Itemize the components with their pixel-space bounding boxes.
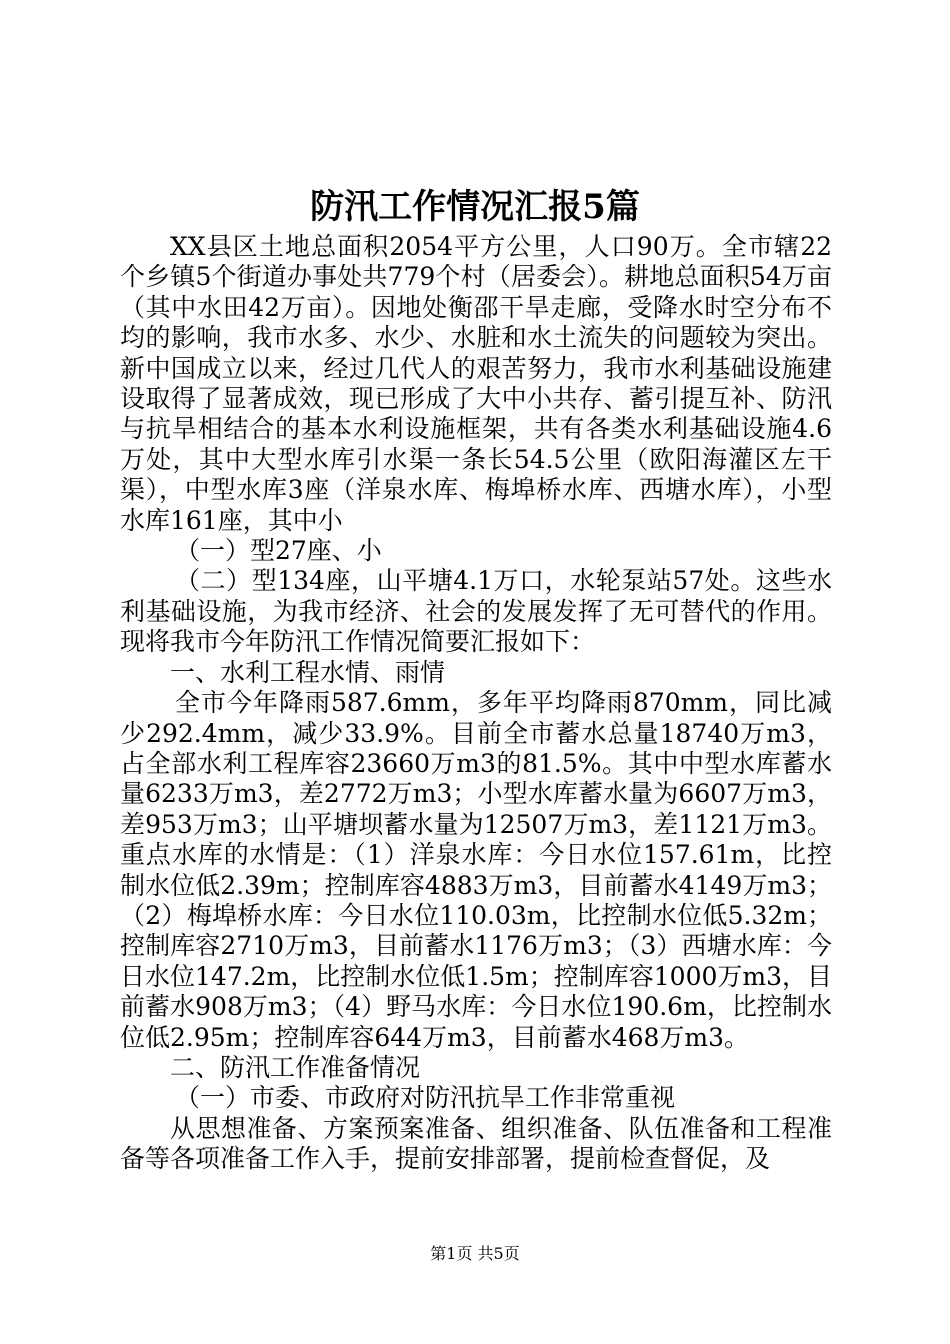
page-footer: 第1页 共5页 xyxy=(430,1244,520,1263)
paragraph-small-reservoir-1: （一）型27座、小 xyxy=(175,536,382,566)
document-title: 防汛工作情况汇报5篇 xyxy=(310,187,640,227)
document-body xyxy=(120,232,832,1175)
paragraph-water-rain: 全市今年降雨587.6mm，多年平均降雨870mm，同比减少292.4mm，减少33.9%。目前全市蓄水总量18740万m3，占全部水利工程库容23660万m3的81.5%。其中中型水库蓄水量6233万m3，差2772万m3；小型水库蓄水量为6607万m3，差953万m3；山平塘坝蓄水量为12507万m3，差1121万m3。重点水库的水情是：（1）洋泉水库：今日水位157.61m，比控制水位低2.39m；控制库容4883万m3，目前蓄水4149万m3；（2）梅埠桥水库：今日水位110.03m，比控制水位低5.32m；控制库容2710万m3，目前蓄水1176万m3；（3）西塘水库：今日水位147.2m，比控制水位低1.5m；控制库容1000万m3，目前蓄水908万m3；（4）野马水库：今日水位190.6m，比控制水位低2.95m；控制库容644万m3，目前蓄水468万m3。 xyxy=(120,688,832,1052)
paragraph-small-reservoir-2: （二）型134座，山平塘4.1万口，水轮泵站57处。这些水利基础设施，为我市经济、社会的发展发挥了无可替代的作用。现将我市今年防汛工作情况简要汇报如下： xyxy=(120,566,832,657)
paragraph-preparation: 从思想准备、方案预案准备、组织准备、队伍准备和工程准备等各项准备工作入手，提前安排部署，提前检查督促，及 xyxy=(120,1113,832,1174)
section-heading-water-rain: 一、水利工程水情、雨情 xyxy=(170,657,446,687)
section-heading-preparation: 二、防汛工作准备情况 xyxy=(170,1052,421,1082)
subsection-heading-attention: （一）市委、市政府对防汛抗旱工作非常重视 xyxy=(175,1083,676,1113)
paragraph-overview: XX县区土地总面积2054平方公里，人口90万。全市辖22个乡镇5个街道办事处共779个村（居委会）。耕地总面积54万亩（其中水田42万亩）。因地处衡邵干旱走廊，受降水时空分布不均的影响，我市水多、水少、水脏和水土流失的问题较为突出。新中国成立以来，经过几代人的艰苦努力，我市水利基础设施建设取得了显著成效，现已形成了大中小共存、蓄引提互补、防汛与抗旱相结合的基本水利设施框架，共有各类水利基础设施4.6万处，其中大型水库引水渠一条长54.5公里（欧阳海灌区左干渠），中型水库3座（洋泉水库、梅埠桥水库、西塘水库），小型水库161座，其中小 xyxy=(120,232,832,535)
